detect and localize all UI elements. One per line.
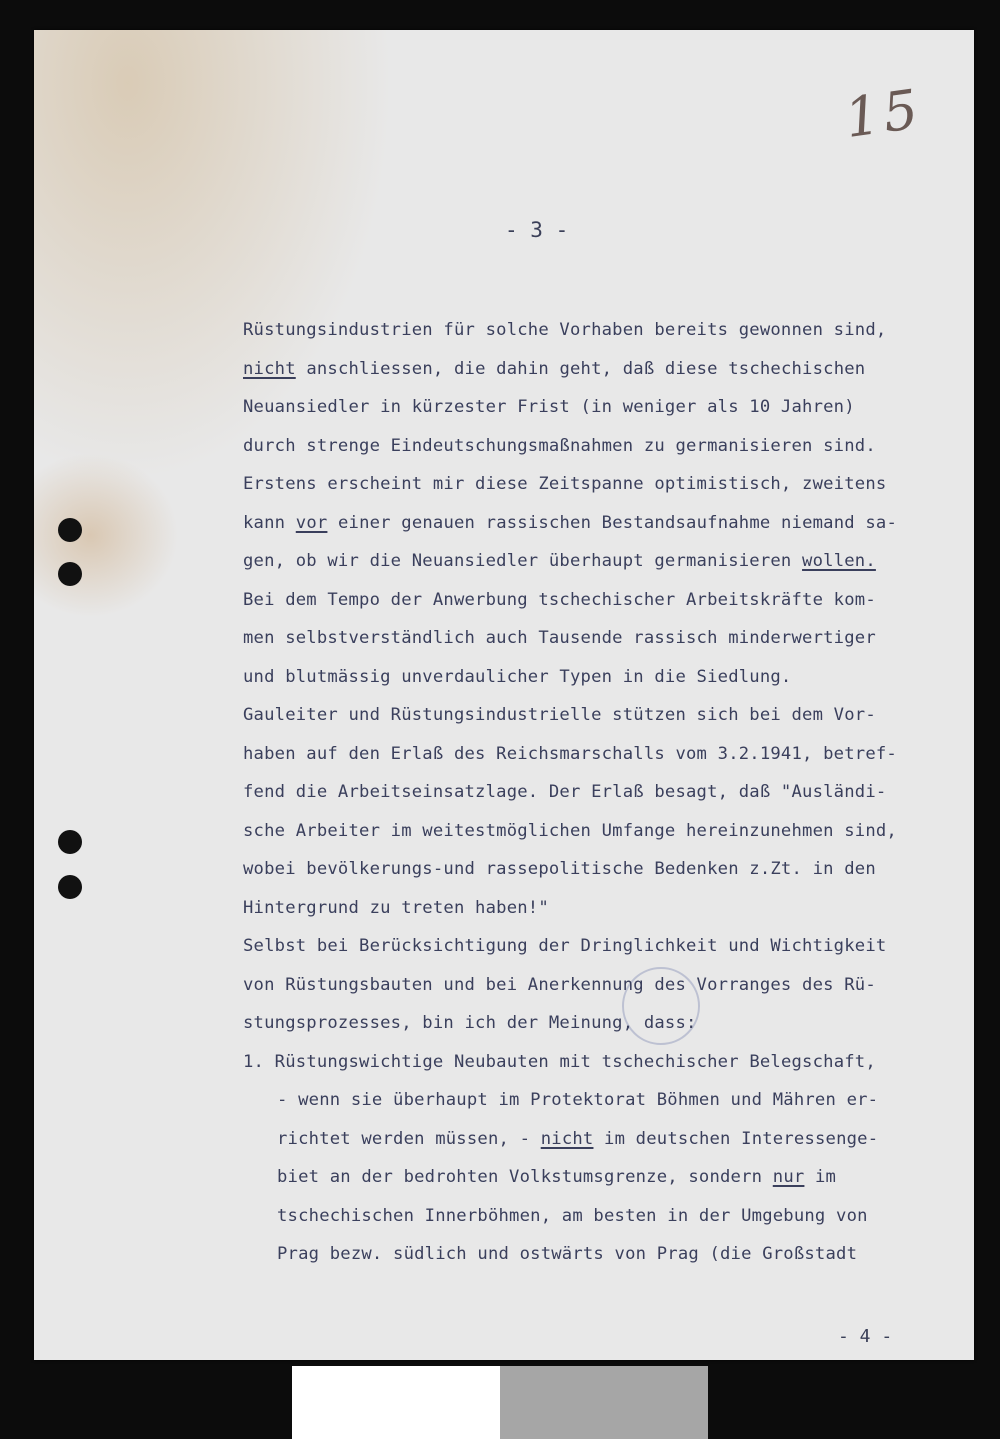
text-line: 1. Rüstungswichtige Neubauten mit tschechischer Belegschaft, <box>243 1051 876 1072</box>
list-number: 1. <box>243 1051 265 1072</box>
underlined-word: vor <box>295 512 328 533</box>
text-line: sche Arbeiter im weitestmöglichen Umfange hereinzunehmen sind, <box>243 820 897 841</box>
punch-hole <box>58 518 82 542</box>
text-line: durch strenge Eindeutschungsmaßnahmen zu germanisieren sind. <box>243 435 876 456</box>
underlined-word: nur <box>772 1167 805 1187</box>
numbered-list-item <box>243 1052 968 1283</box>
next-page-marker: - 4 - <box>838 1326 893 1347</box>
calibration-swatch-grey <box>500 1366 708 1439</box>
text-line: biet an der bedrohten Volkstumsgrenze, sondern nur im <box>277 1167 837 1187</box>
text-line: Prag bezw. südlich und ostwärts von Prag (die Großstadt <box>277 1244 858 1264</box>
text-line: Neuansiedler in kürzester Frist (in weniger als 10 Jahren) <box>243 397 855 417</box>
punch-hole <box>58 830 82 854</box>
text-line: Bei dem Tempo der Anwerbung tschechischer Arbeitskräfte kom- <box>243 589 876 610</box>
calibration-swatch-white <box>292 1366 500 1439</box>
underlined-word: nicht <box>243 358 296 379</box>
text-line: und blutmässig unverdaulicher Typen in die Siedlung. <box>243 666 792 687</box>
text-line: haben auf den Erlaß des Reichsmarschalls vom 3.2.1941, betref- <box>243 743 897 764</box>
text-line: richtet werden müssen, - nicht im deutschen Interessenge- <box>277 1128 879 1149</box>
text-line: men selbstverständlich auch Tausende rassisch minderwertiger <box>243 628 876 648</box>
folio-number: 15 <box>840 76 926 151</box>
underlined-word: wollen. <box>802 551 876 571</box>
document-body <box>243 320 968 1283</box>
page-number: - 3 - <box>505 218 569 242</box>
text-line: gen, ob wir die Neuansiedler überhaupt germanisieren wollen. <box>243 551 876 571</box>
text-line: Erstens erscheint mir diese Zeitspanne optimistisch, zweitens <box>243 474 887 494</box>
text-line: Rüstungsindustrien für solche Vorhaben bereits gewonnen sind, <box>243 320 887 340</box>
text-line: wobei bevölkerungs-und rassepolitische Bedenken z.Zt. in den <box>243 859 876 879</box>
text-line: Selbst bei Berücksichtigung der Dringlichkeit und Wichtigkeit <box>243 936 887 956</box>
text-line: fend die Arbeitseinsatzlage. Der Erlaß besagt, daß "Ausländi- <box>243 782 887 802</box>
text-line: stungsprozesses, bin ich der Meinung, dass: <box>243 1013 697 1033</box>
text-line: tschechischen Innerböhmen, am besten in der Umgebung von <box>277 1205 868 1226</box>
punch-hole <box>58 875 82 899</box>
text-line: Hintergrund zu treten haben!" <box>243 897 549 918</box>
underlined-word: nicht <box>540 1128 594 1149</box>
text-line: von Rüstungsbauten und bei Anerkennung des Vorranges des Rü- <box>243 974 876 995</box>
text-line: - wenn sie überhaupt im Protektorat Böhmen und Mähren er- <box>277 1090 879 1110</box>
punch-hole <box>58 562 82 586</box>
text-line: nicht anschliessen, die dahin geht, daß diese tschechischen <box>243 358 866 379</box>
text-line: Gauleiter und Rüstungsindustrielle stützen sich bei dem Vor- <box>243 705 876 725</box>
text-line: kann vor einer genauen rassischen Bestandsaufnahme niemand sa- <box>243 512 898 533</box>
